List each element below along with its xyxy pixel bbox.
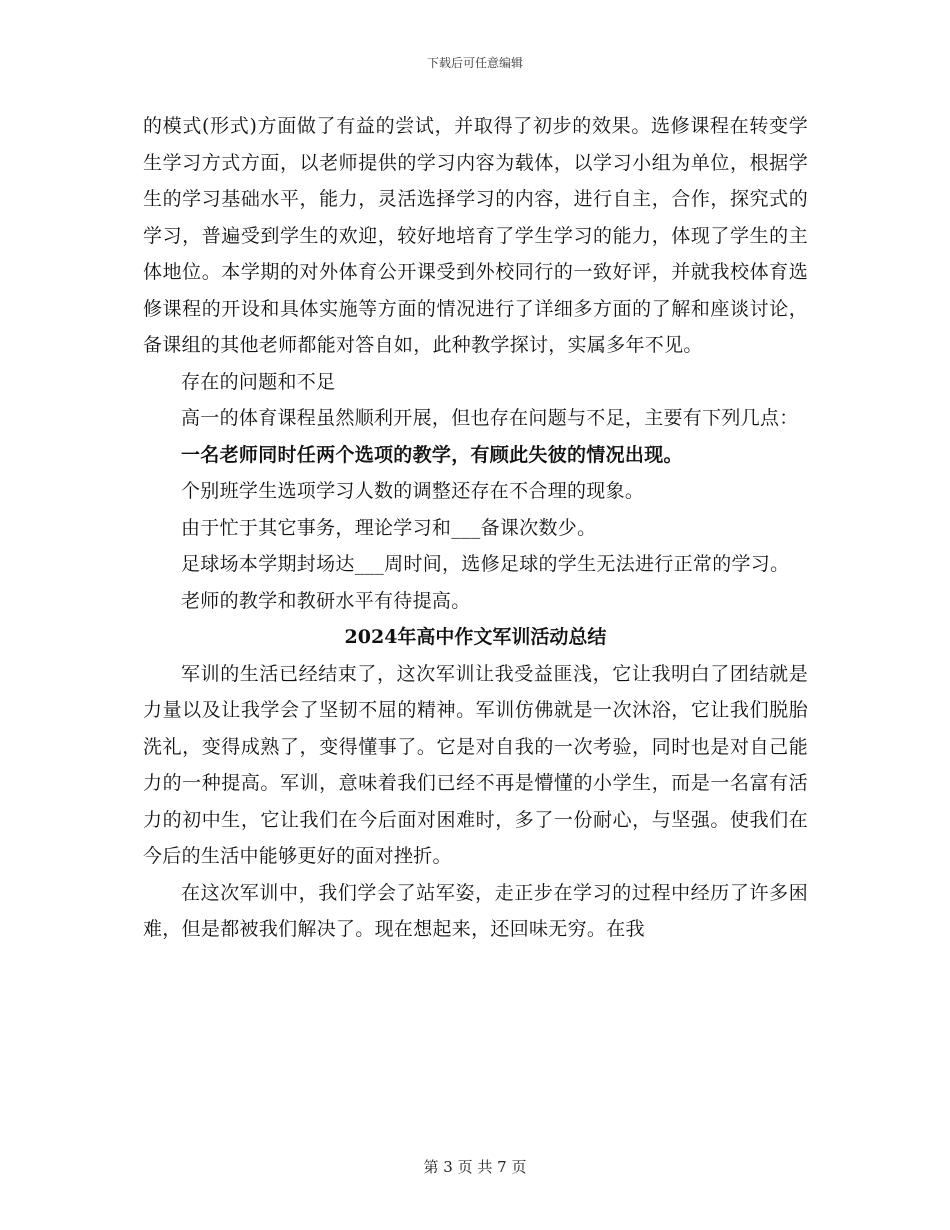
paragraph-military-training-1: 军训的生活已经结束了，这次军训让我受益匪浅，它让我明白了团结就是力量以及让我学会了坚韧不屈的精神。军训仿佛就是一次沐浴，它让我们脱胎洗礼，变得成熟了，变得懂事了。它是对自我的一次考验，同时也是对自己能力的一种提高。军训，意味着我们已经不再是懵懂的小学生，而是一名富有活力的初中生，它让我们在今后面对困难时，多了一份耐心，与坚强。使我们在今后的生活中能够更好的面对挫折。 (143, 662, 808, 867)
page-footer: 第 3 页 共 7 页 (423, 1158, 527, 1176)
document-body (143, 108, 808, 948)
section-title-problems: 存在的问题和不足 (181, 370, 336, 393)
problem-item-5: 老师的教学和教研水平有待提高。 (181, 589, 471, 612)
problem-item-3: 由于忙于其它事务，理论学习和___备课次数少。 (181, 516, 597, 539)
page-header: 下载后可任意编辑 (426, 56, 523, 70)
problem-item-2: 个别班学生选项学习人数的调整还存在不合理的现象。 (181, 480, 645, 502)
paragraph-military-training-2: 在这次军训中，我们学会了站军姿，走正步在学习的过程中经历了许多困难，但是都被我们解决了。现在想起来，还回味无穷。在我 (143, 881, 808, 940)
problem-item-4: 足球场本学期封场达___周时间，选修足球的学生无法进行正常的学习。 (181, 553, 790, 575)
problem-item-1: 一名老师同时任两个选项的教学，有顾此失彼的情况出现。 (181, 443, 683, 466)
article-heading: 2024年高中作文军训活动总结 (344, 626, 607, 648)
paragraph-course-attempt: 的模式(形式)方面做了有益的尝试，并取得了初步的效果。选修课程在转变学生学习方式方面，以老师提供的学习内容为载体，以学习小组为单位，根据学生的学习基础水平，能力，灵活选择学习的内容，进行自主，合作，探究式的学习，普遍受到学生的欢迎，较好地培育了学生学习的能力，体现了学生的主体地位。本学期的对外体育公开课受到外校同行的一致好评，并就我校体育选修课程的开设和具体实施等方面的情况进行了详细多方面的了解和座谈讨论，备课组的其他老师都能对答自如，此种教学探讨，实属多年不见。 (143, 115, 808, 356)
paragraph-problems-intro: 高一的体育课程虽然顺利开展，但也存在问题与不足，主要有下列几点： (181, 407, 799, 429)
